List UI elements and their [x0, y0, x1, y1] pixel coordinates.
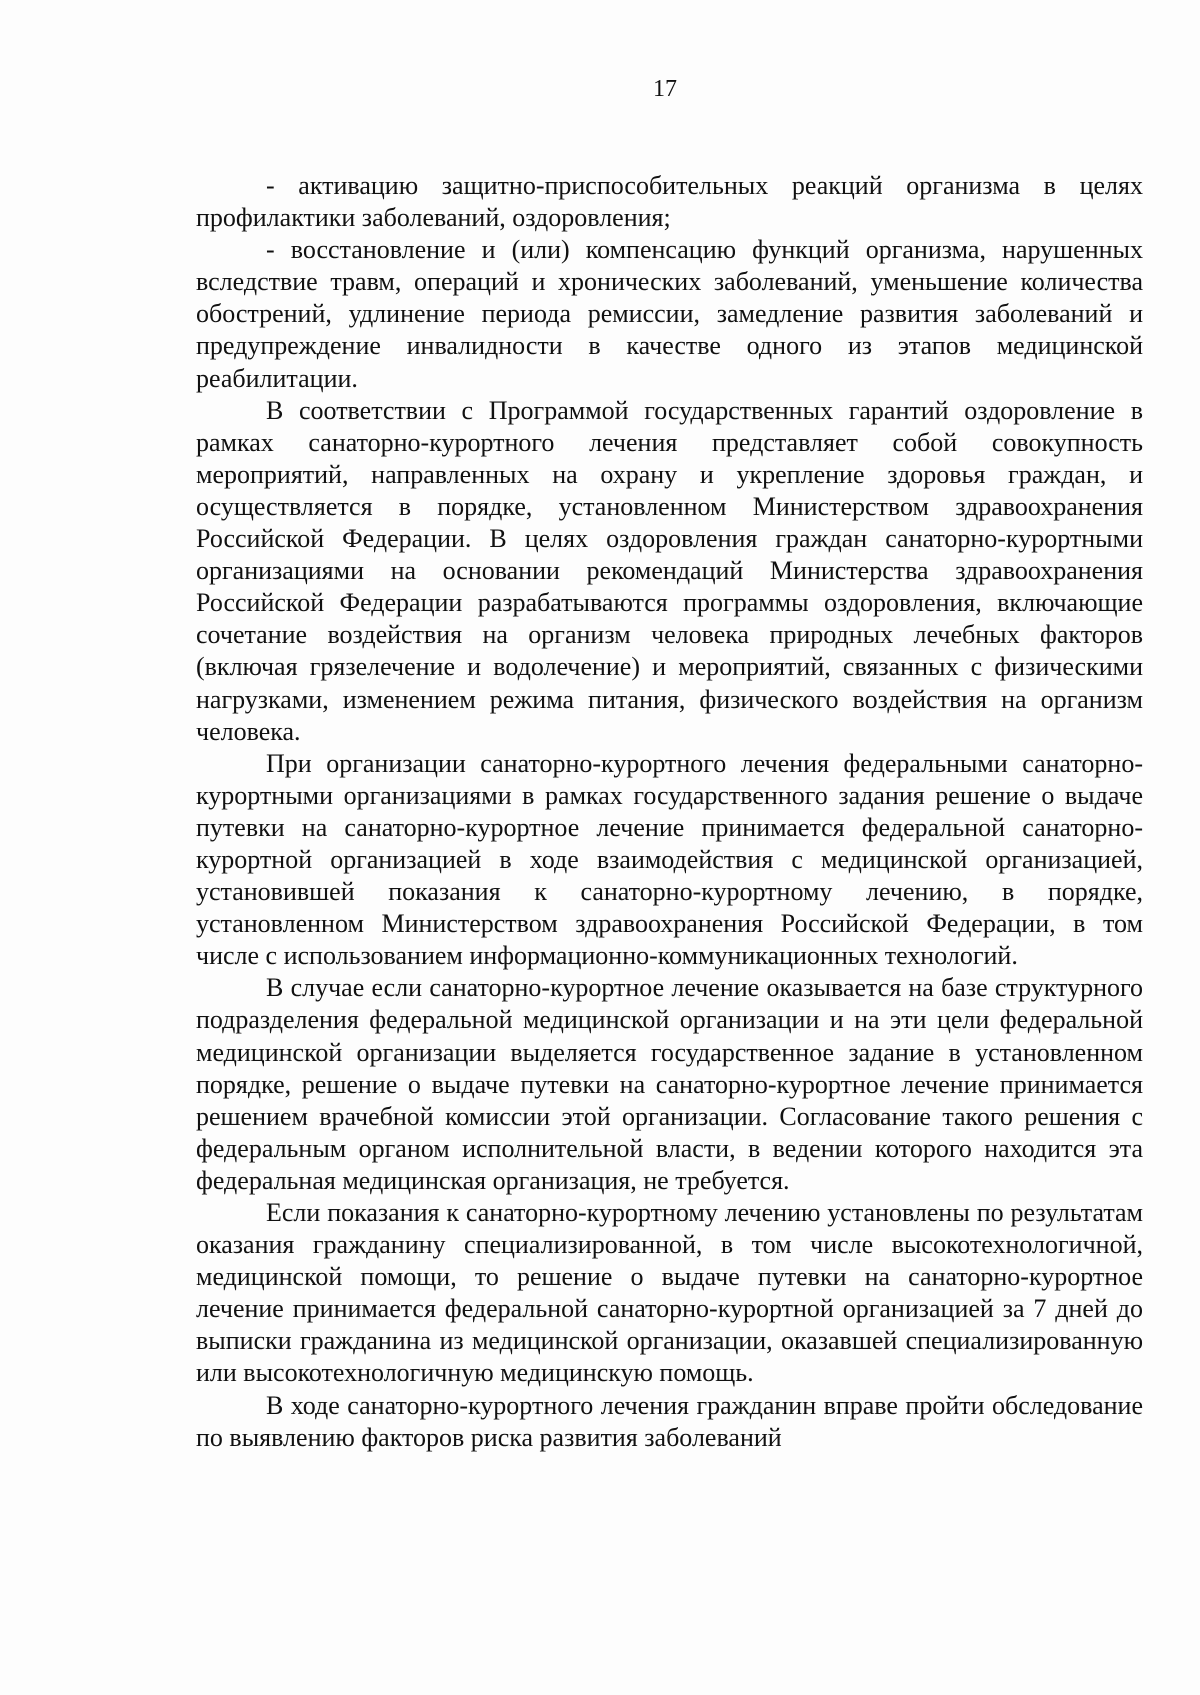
page-number: 17	[653, 76, 677, 102]
paragraph: - восстановление и (или) компенсацию функций организма, нарушенных вследствие травм, операций и хронических заболеваний, уменьшение количества обострений, удлинение периода ремиссии, замедление развития заболеваний и предупреждение инвалидности в качестве одного из этапов медицинской реабилитации.	[196, 235, 1143, 393]
paragraph: В ходе санаторно-курортного лечения гражданин вправе пройти обследование по выявлению факторов риска развития заболеваний	[196, 1390, 1143, 1452]
paragraph: Если показания к санаторно-курортному лечению установлены по результатам оказания гражданину специализированной, в том числе высокотехнологичной, медицинской помощи, то решение о выдаче путевки на санаторно-курортное лечение принимается федеральной санаторно-курортной организацией за 7 дней до выписки гражданина из медицинской организации, оказавшей специализированную или высокотехнологичную медицинскую помощь.	[196, 1198, 1143, 1388]
paragraph: - активацию защитно-приспособительных реакций организма в целях профилактики заболеваний, оздоровления;	[196, 171, 1143, 233]
paragraph: В случае если санаторно-курортное лечение оказывается на базе структурного подразделения федеральной медицинской организации и на эти цели федеральной медицинской организации выделяется государственное задание в установленном порядке, решение о выдаче путевки на санаторно-курортное лечение принимается решением врачебной комиссии этой организации. Согласование такого решения с федеральным органом исполнительной власти, в ведении которого находится эта федеральная медицинская организация, не требуется.	[196, 973, 1143, 1195]
paragraph: В соответствии с Программой государственных гарантий оздоровление в рамках санаторно-курортного лечения представляет собой совокупность мероприятий, направленных на охрану и укрепление здоровья граждан, и осуществляется в порядке, установленном Министерством здравоохранения Российской Федерации. В целях оздоровления граждан санаторно-курортными организациями на основании рекомендаций Министерства здравоохранения Российской Федерации разрабатываются программы оздоровления, включающие сочетание воздействия на организм человека природных лечебных факторов (включая грязелечение и водолечение) и мероприятий, связанных с физическими нагрузками, изменением режима питания, физического воздействия на организм человека.	[196, 395, 1143, 746]
paragraph: При организации санаторно-курортного лечения федеральными санаторно-курортными организациями в рамках государственного задания решение о выдаче путевки на санаторно-курортное лечение принимается федеральной санаторно-курортной организацией в ходе взаимодействия с медицинской организацией, установившей показания к санаторно-курортному лечению, в порядке, установленном Министерством здравоохранения Российской Федерации, в том числе с использованием информационно-коммуникационных технологий.	[196, 748, 1143, 971]
document-body	[196, 170, 1143, 1454]
